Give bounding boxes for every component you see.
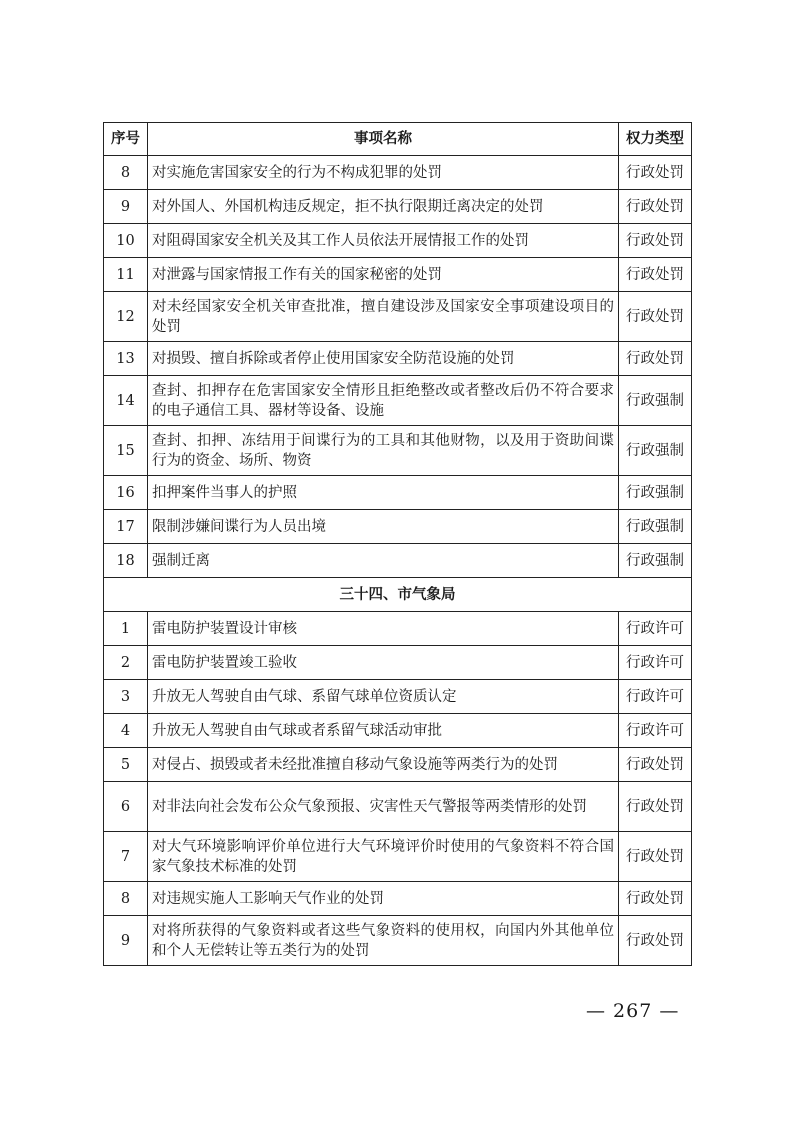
- row-item-name: 对侵占、损毁或者未经批准擅自移动气象设施等两类行为的处罚: [148, 748, 619, 782]
- row-item-name: 对违规实施人工影响天气作业的处罚: [148, 882, 619, 916]
- table-body-security: [104, 156, 692, 578]
- table-row: [104, 832, 692, 882]
- row-item-name: 强制迁离: [148, 544, 619, 578]
- table-row: [104, 190, 692, 224]
- row-item-name: 查封、扣押存在危害国家安全情形且拒绝整改或者整改后仍不符合要求的电子通信工具、器材等设备、设施: [148, 376, 619, 426]
- row-power-type: 行政处罚: [619, 342, 692, 376]
- row-serial-number: 16: [104, 476, 148, 510]
- table-row: [104, 782, 692, 832]
- row-serial-number: 5: [104, 748, 148, 782]
- row-item-name: 对损毁、擅自拆除或者停止使用国家安全防范设施的处罚: [148, 342, 619, 376]
- row-serial-number: 12: [104, 292, 148, 342]
- row-serial-number: 3: [104, 680, 148, 714]
- row-power-type: 行政强制: [619, 510, 692, 544]
- table-row: [104, 680, 692, 714]
- row-power-type: 行政处罚: [619, 258, 692, 292]
- row-power-type: 行政许可: [619, 646, 692, 680]
- row-serial-number: 4: [104, 714, 148, 748]
- row-serial-number: 8: [104, 156, 148, 190]
- row-power-type: 行政处罚: [619, 782, 692, 832]
- table-row: [104, 342, 692, 376]
- table-row: [104, 612, 692, 646]
- section-header-body: [104, 578, 692, 612]
- row-serial-number: 8: [104, 882, 148, 916]
- page-number: — 267 —: [586, 1000, 680, 1022]
- section-title: 三十四、市气象局: [104, 578, 692, 612]
- row-serial-number: 7: [104, 832, 148, 882]
- row-power-type: 行政处罚: [619, 832, 692, 882]
- header-item-name: 事项名称: [148, 123, 619, 156]
- table-row: [104, 510, 692, 544]
- row-power-type: 行政处罚: [619, 190, 692, 224]
- table-row: [104, 646, 692, 680]
- row-item-name: 雷电防护装置设计审核: [148, 612, 619, 646]
- row-serial-number: 17: [104, 510, 148, 544]
- header-serial-number: 序号: [104, 123, 148, 156]
- power-list-table: [103, 122, 692, 966]
- row-power-type: 行政许可: [619, 680, 692, 714]
- row-serial-number: 14: [104, 376, 148, 426]
- row-serial-number: 1: [104, 612, 148, 646]
- row-serial-number: 9: [104, 916, 148, 966]
- row-power-type: 行政处罚: [619, 748, 692, 782]
- row-serial-number: 2: [104, 646, 148, 680]
- row-power-type: 行政强制: [619, 476, 692, 510]
- table-row: [104, 224, 692, 258]
- row-item-name: 对阻碍国家安全机关及其工作人员依法开展情报工作的处罚: [148, 224, 619, 258]
- row-power-type: 行政处罚: [619, 292, 692, 342]
- row-power-type: 行政处罚: [619, 882, 692, 916]
- row-item-name: 限制涉嫌间谍行为人员出境: [148, 510, 619, 544]
- row-power-type: 行政处罚: [619, 916, 692, 966]
- table-row: [104, 258, 692, 292]
- row-serial-number: 15: [104, 426, 148, 476]
- table-row: [104, 476, 692, 510]
- header-power-type: 权力类型: [619, 123, 692, 156]
- table-body-weather: [104, 612, 692, 966]
- row-serial-number: 13: [104, 342, 148, 376]
- table-row: [104, 714, 692, 748]
- row-serial-number: 11: [104, 258, 148, 292]
- row-item-name: 对将所获得的气象资料或者这些气象资料的使用权，向国内外其他单位和个人无偿转让等五类行为的处罚: [148, 916, 619, 966]
- row-item-name: 对外国人、外国机构违反规定，拒不执行限期迁离决定的处罚: [148, 190, 619, 224]
- row-serial-number: 9: [104, 190, 148, 224]
- row-power-type: 行政处罚: [619, 156, 692, 190]
- table-row: [104, 916, 692, 966]
- table-row: [104, 882, 692, 916]
- row-power-type: 行政许可: [619, 612, 692, 646]
- row-serial-number: 10: [104, 224, 148, 258]
- row-item-name: 升放无人驾驶自由气球或者系留气球活动审批: [148, 714, 619, 748]
- table-header-row: [104, 123, 692, 156]
- row-serial-number: 6: [104, 782, 148, 832]
- table-row: [104, 376, 692, 426]
- row-serial-number: 18: [104, 544, 148, 578]
- row-item-name: 对泄露与国家情报工作有关的国家秘密的处罚: [148, 258, 619, 292]
- table-row: [104, 544, 692, 578]
- row-power-type: 行政强制: [619, 376, 692, 426]
- row-item-name: 对大气环境影响评价单位进行大气环境评价时使用的气象资料不符合国家气象技术标准的处罚: [148, 832, 619, 882]
- table-row: [104, 156, 692, 190]
- row-power-type: 行政强制: [619, 544, 692, 578]
- row-item-name: 对实施危害国家安全的行为不构成犯罪的处罚: [148, 156, 619, 190]
- row-item-name: 雷电防护装置竣工验收: [148, 646, 619, 680]
- row-item-name: 查封、扣押、冻结用于间谍行为的工具和其他财物，以及用于资助间谍行为的资金、场所、物资: [148, 426, 619, 476]
- row-item-name: 扣押案件当事人的护照: [148, 476, 619, 510]
- row-power-type: 行政强制: [619, 426, 692, 476]
- row-item-name: 对非法向社会发布公众气象预报、灾害性天气警报等两类情形的处罚: [148, 782, 619, 832]
- row-item-name: 对未经国家安全机关审查批准，擅自建设涉及国家安全事项建设项目的处罚: [148, 292, 619, 342]
- row-power-type: 行政处罚: [619, 224, 692, 258]
- section-row: [104, 578, 692, 612]
- table-row: [104, 292, 692, 342]
- table-row: [104, 426, 692, 476]
- row-power-type: 行政许可: [619, 714, 692, 748]
- row-item-name: 升放无人驾驶自由气球、系留气球单位资质认定: [148, 680, 619, 714]
- table-row: [104, 748, 692, 782]
